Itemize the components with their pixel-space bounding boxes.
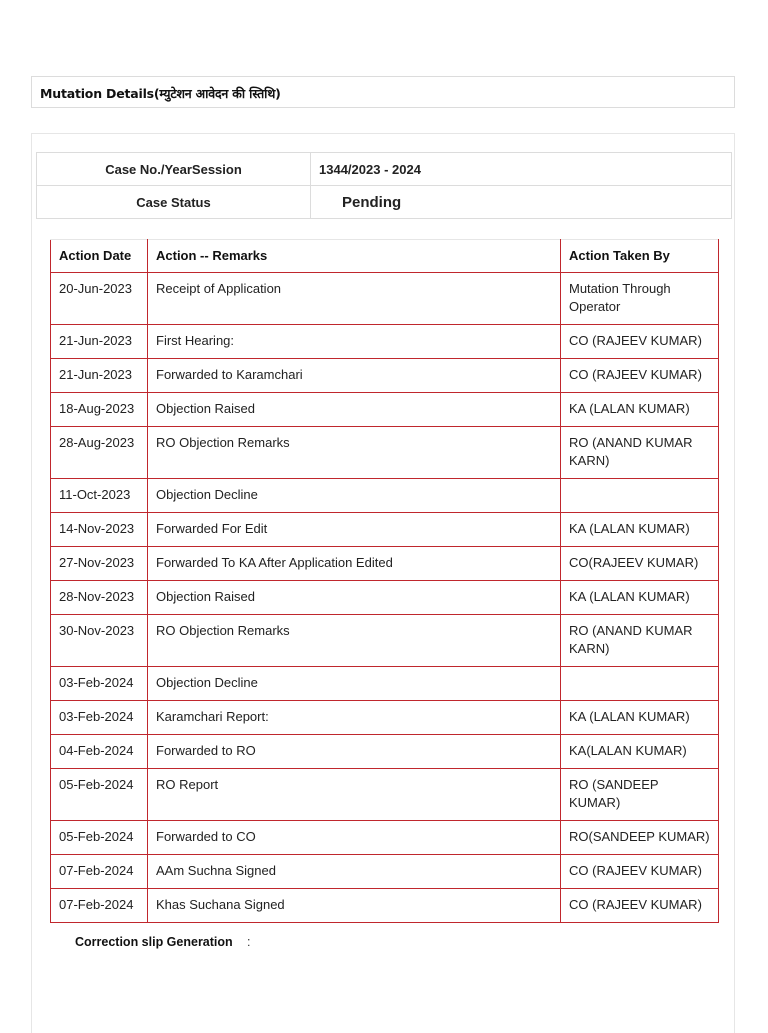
action-taken-by: RO (SANDEEP KUMAR) <box>561 769 719 821</box>
table-row <box>51 821 719 855</box>
action-date: 11-Oct-2023 <box>51 479 148 513</box>
action-date: 04-Feb-2024 <box>51 735 148 769</box>
table-row <box>51 701 719 735</box>
table-row <box>51 393 719 427</box>
page-title: Mutation Details(म्युटेशन आवेदन की स्तिथि) <box>40 86 281 101</box>
action-taken-by: CO (RAJEEV KUMAR) <box>561 325 719 359</box>
table-row <box>51 889 719 923</box>
action-date: 30-Nov-2023 <box>51 615 148 667</box>
case-no-label: Case No./YearSession <box>37 153 311 186</box>
correction-slip-label: Correction slip Generation <box>75 935 233 949</box>
action-taken-by: CO(RAJEEV KUMAR) <box>561 547 719 581</box>
action-remark: RO Objection Remarks <box>148 615 561 667</box>
action-taken-by: RO (ANAND KUMAR KARN) <box>561 615 719 667</box>
table-row <box>51 513 719 547</box>
action-date: 05-Feb-2024 <box>51 821 148 855</box>
case-status-row <box>37 186 732 219</box>
action-taken-by <box>561 479 719 513</box>
action-taken-by: Mutation Through Operator <box>561 273 719 325</box>
action-remark: Objection Decline <box>148 667 561 701</box>
action-remark: Forwarded To KA After Application Edited <box>148 547 561 581</box>
table-row <box>51 769 719 821</box>
action-remark: RO Objection Remarks <box>148 427 561 479</box>
action-taken-by: KA(LALAN KUMAR) <box>561 735 719 769</box>
table-row <box>51 273 719 325</box>
action-remark: Karamchari Report: <box>148 701 561 735</box>
case-no-value: 1344/2023 - 2024 <box>311 153 732 186</box>
action-date: 18-Aug-2023 <box>51 393 148 427</box>
table-row <box>51 735 719 769</box>
action-date: 27-Nov-2023 <box>51 547 148 581</box>
action-taken-by: KA (LALAN KUMAR) <box>561 701 719 735</box>
action-remark: Forwarded to Karamchari <box>148 359 561 393</box>
table-row <box>51 615 719 667</box>
action-taken-by <box>561 667 719 701</box>
case-status-value: Pending <box>311 186 732 219</box>
action-date: 07-Feb-2024 <box>51 889 148 923</box>
mutation-details-header <box>31 76 735 108</box>
action-taken-by: CO (RAJEEV KUMAR) <box>561 359 719 393</box>
action-taken-by: RO(SANDEEP KUMAR) <box>561 821 719 855</box>
action-taken-by: RO (ANAND KUMAR KARN) <box>561 427 719 479</box>
table-row <box>51 581 719 615</box>
action-date: 07-Feb-2024 <box>51 855 148 889</box>
action-taken-by: KA (LALAN KUMAR) <box>561 581 719 615</box>
action-taken-by: CO (RAJEEV KUMAR) <box>561 889 719 923</box>
case-status-label: Case Status <box>37 186 311 219</box>
case-info-table <box>36 152 732 219</box>
action-remark: Objection Raised <box>148 581 561 615</box>
table-row <box>51 427 719 479</box>
action-date: 03-Feb-2024 <box>51 701 148 735</box>
table-row <box>51 479 719 513</box>
action-remark: RO Report <box>148 769 561 821</box>
action-date: 20-Jun-2023 <box>51 273 148 325</box>
action-date: 21-Jun-2023 <box>51 325 148 359</box>
action-date: 03-Feb-2024 <box>51 667 148 701</box>
action-taken-by: CO (RAJEEV KUMAR) <box>561 855 719 889</box>
action-remark: Objection Decline <box>148 479 561 513</box>
action-date: 28-Nov-2023 <box>51 581 148 615</box>
column-header-action-remarks: Action -- Remarks <box>148 240 561 273</box>
action-date: 21-Jun-2023 <box>51 359 148 393</box>
correction-slip-separator: : <box>247 935 251 949</box>
action-taken-by: KA (LALAN KUMAR) <box>561 513 719 547</box>
action-remark: Forwarded For Edit <box>148 513 561 547</box>
table-row <box>51 325 719 359</box>
action-remark: Forwarded to CO <box>148 821 561 855</box>
column-header-action-taken-by: Action Taken By <box>561 240 719 273</box>
table-row <box>51 359 719 393</box>
action-table-header <box>51 240 719 273</box>
table-row <box>51 547 719 581</box>
action-remark: First Hearing: <box>148 325 561 359</box>
table-row <box>51 667 719 701</box>
action-history-table <box>50 239 719 923</box>
action-date: 14-Nov-2023 <box>51 513 148 547</box>
action-taken-by: KA (LALAN KUMAR) <box>561 393 719 427</box>
action-remark: Receipt of Application <box>148 273 561 325</box>
action-date: 05-Feb-2024 <box>51 769 148 821</box>
action-remark: Khas Suchana Signed <box>148 889 561 923</box>
case-no-row <box>37 153 732 186</box>
action-date: 28-Aug-2023 <box>51 427 148 479</box>
action-remark: AAm Suchna Signed <box>148 855 561 889</box>
table-row <box>51 855 719 889</box>
action-remark: Forwarded to RO <box>148 735 561 769</box>
action-remark: Objection Raised <box>148 393 561 427</box>
column-header-action-date: Action Date <box>51 240 148 273</box>
